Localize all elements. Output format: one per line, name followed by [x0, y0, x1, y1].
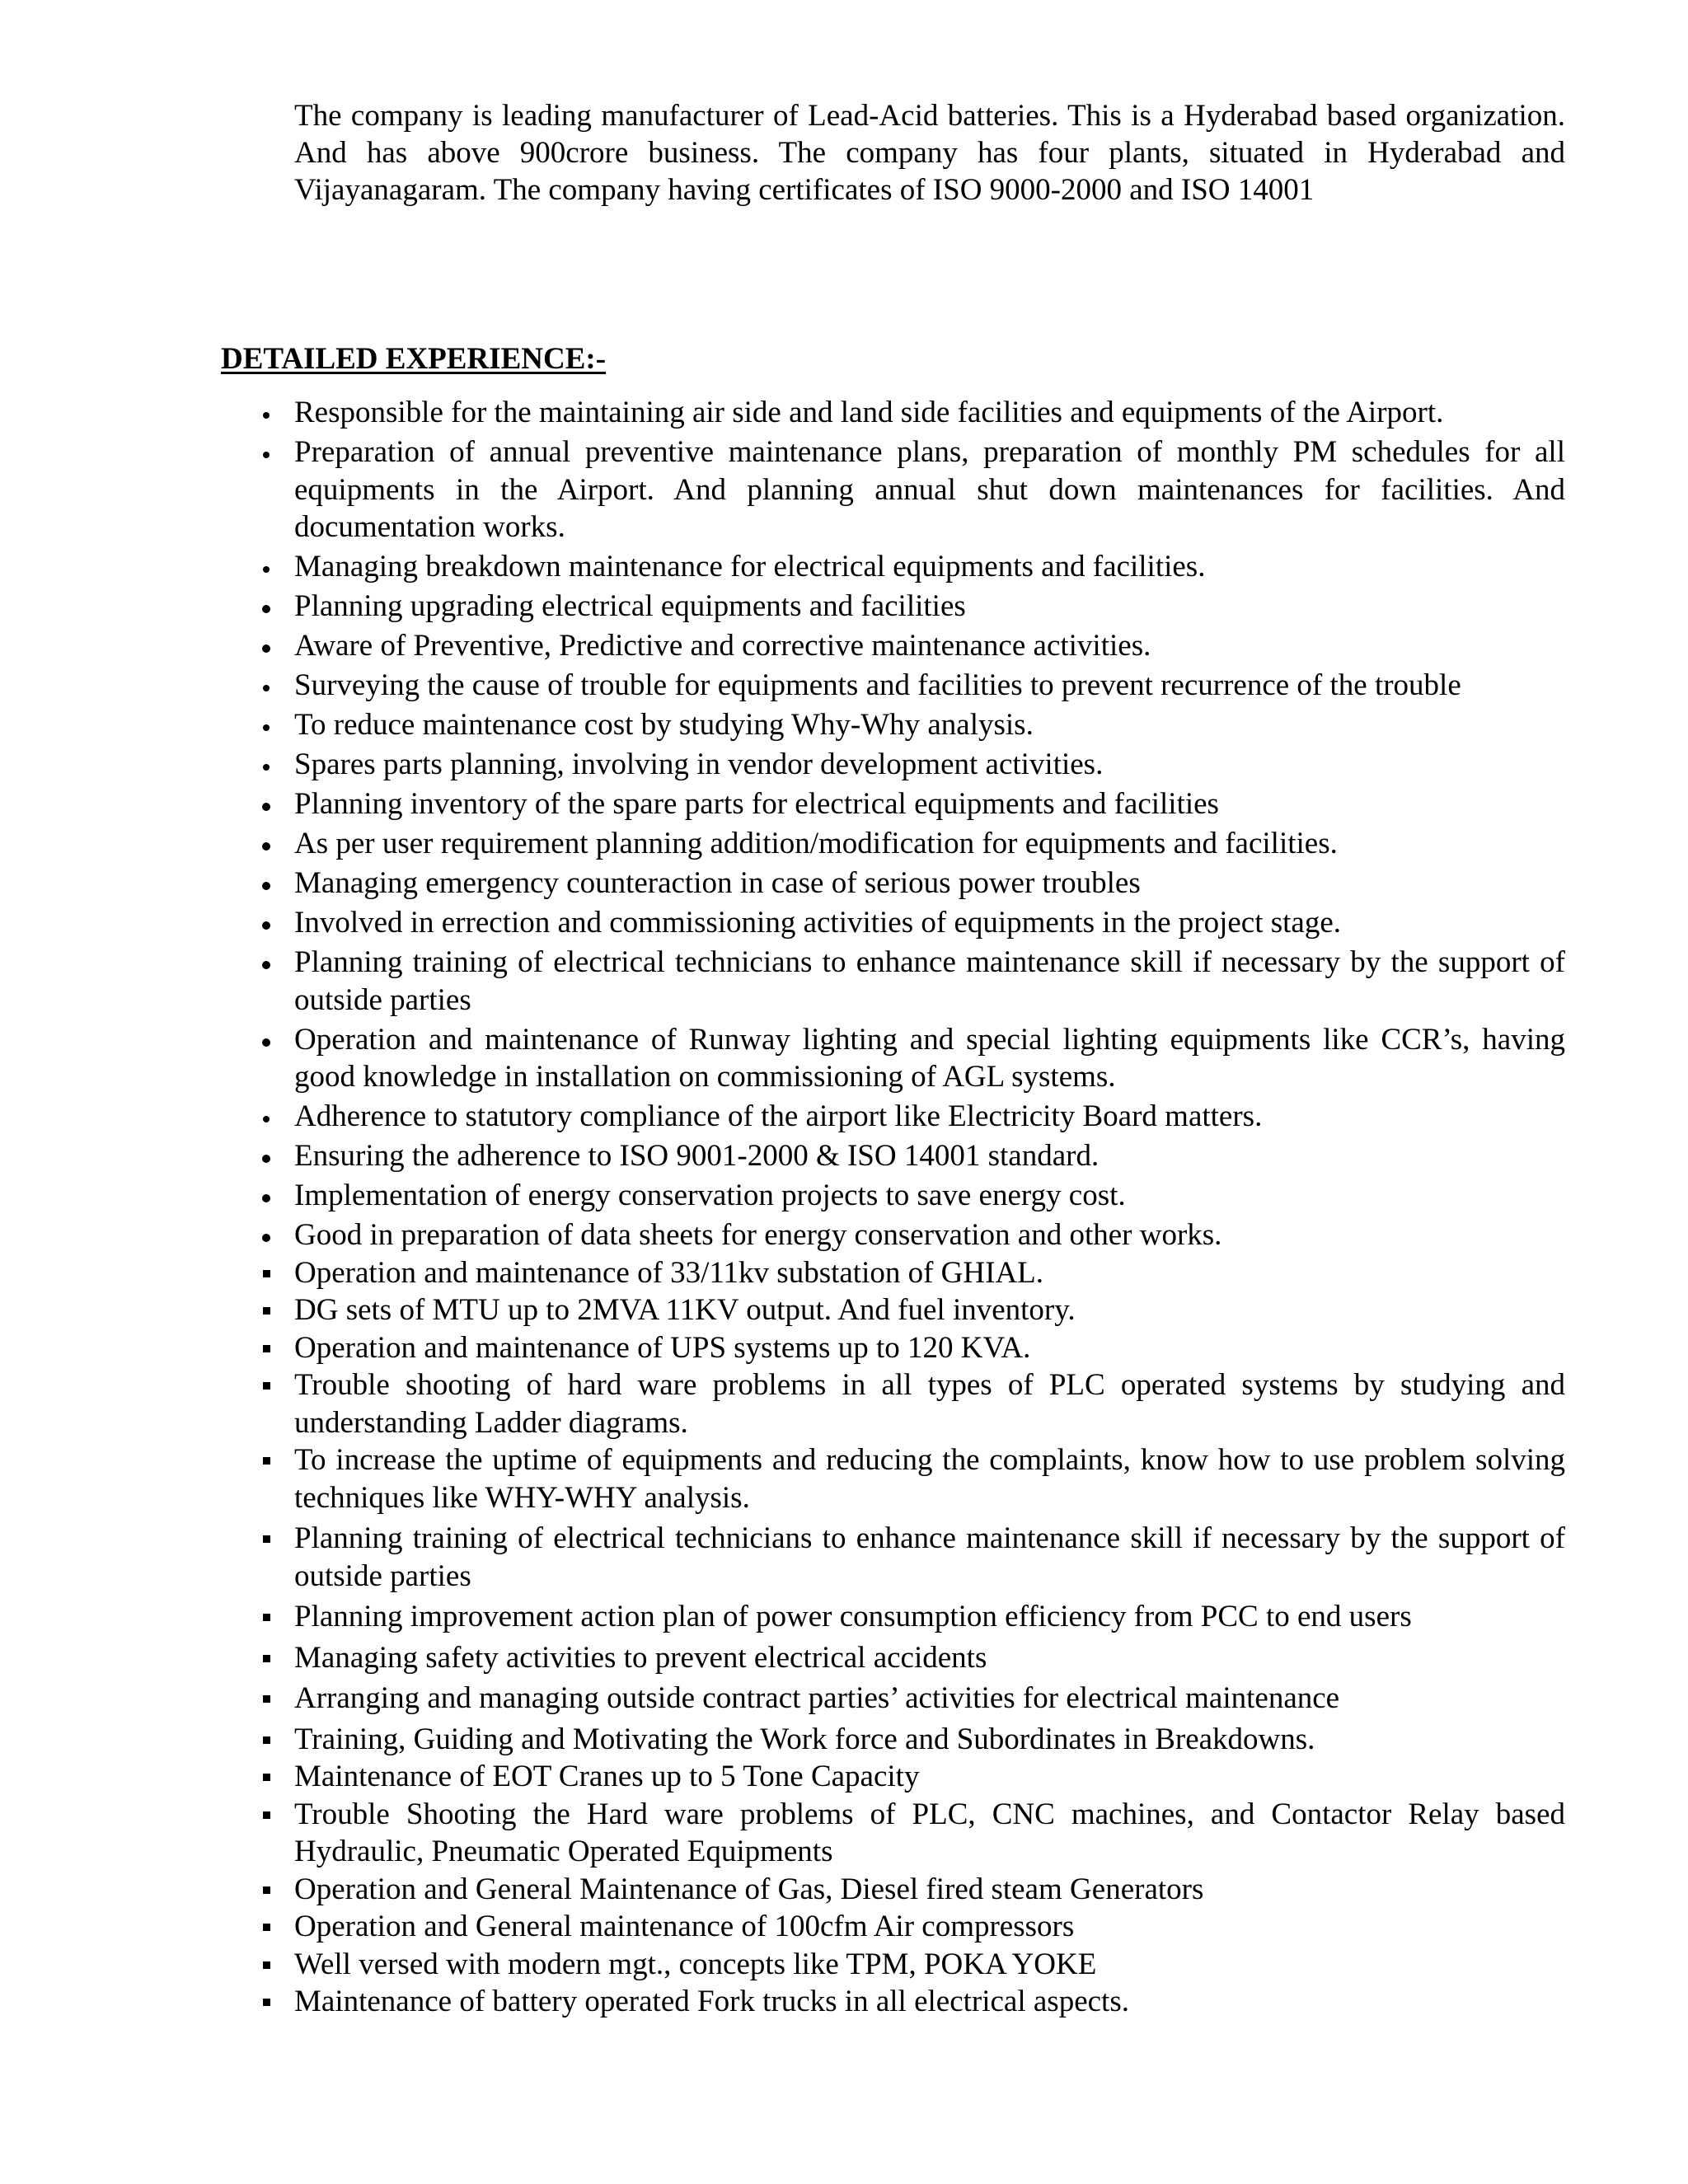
experience-list [294, 394, 1565, 2021]
square-bullet-icon [259, 1983, 275, 2020]
experience-item [294, 1520, 1565, 1595]
experience-item-text: Operation and maintenance of Runway lighting and special lighting equipments like CCR’s, having good knowledge in installation on commissioning of AGL systems. [294, 1022, 1565, 1094]
square-bullet-icon [259, 1796, 275, 1833]
experience-item [294, 706, 1565, 744]
square-bullet-icon [259, 1254, 275, 1291]
experience-item [294, 1441, 1565, 1516]
square-bullet-icon [259, 1758, 275, 1795]
round-bullet-icon [259, 588, 275, 625]
square-bullet-icon [259, 1908, 275, 1945]
round-bullet-icon [259, 1021, 275, 1058]
experience-item-text: Operation and maintenance of 33/11kv substation of GHIAL. [294, 1255, 1044, 1290]
experience-item [294, 1983, 1565, 2021]
experience-item-text: Spares parts planning, involving in vendor development activities. [294, 748, 1104, 781]
experience-item [294, 785, 1565, 823]
experience-item [294, 1871, 1565, 1909]
experience-item [294, 1329, 1565, 1367]
round-bullet-icon [259, 1137, 275, 1174]
experience-item-text: Planning improvement action plan of power consumption efficiency from PCC to end users [294, 1600, 1412, 1633]
experience-item-text: Training, Guiding and Motivating the Work force and Subordinates in Breakdowns. [294, 1722, 1315, 1756]
round-bullet-icon [259, 785, 275, 823]
experience-item [294, 667, 1565, 705]
experience-item-text: To reduce maintenance cost by studying Why-Why analysis. [294, 708, 1034, 742]
round-bullet-icon [259, 825, 275, 862]
experience-item-text: Managing emergency counteraction in case of serious power troubles [294, 866, 1141, 900]
round-bullet-icon [259, 865, 275, 902]
experience-item [294, 588, 1565, 626]
experience-item [294, 904, 1565, 942]
experience-item-text: Operation and General maintenance of 100cfm Air compressors [294, 1910, 1075, 1943]
experience-item-text: Maintenance of EOT Cranes up to 5 Tone Capacity [294, 1760, 920, 1793]
experience-item-text: Implementation of energy conservation projects to save energy cost. [294, 1179, 1126, 1212]
experience-item-text: Adherence to statutory compliance of the airport like Electricity Board matters. [294, 1099, 1263, 1133]
round-bullet-icon [259, 548, 275, 585]
company-description: The company is leading manufacturer of Lead-Acid batteries. This is a Hyderabad based organization. And has above 900crore business. The company has four plants, situated in Hyderabad and Vijayanagaram. The company having certificates of ISO 9000-2000 and ISO 14001 [294, 99, 1565, 207]
experience-item [294, 825, 1565, 863]
experience-item [294, 1254, 1565, 1292]
round-bullet-icon [259, 706, 275, 743]
square-bullet-icon [259, 1366, 275, 1404]
round-bullet-icon [259, 1098, 275, 1135]
experience-item-text: Operation and General Maintenance of Gas, Diesel fired steam Generators [294, 1872, 1204, 1906]
experience-item-text: Surveying the cause of trouble for equipments and facilities to prevent recurrence of the trouble [294, 668, 1461, 702]
square-bullet-icon [259, 1329, 275, 1366]
experience-item-text: Good in preparation of data sheets for energy conservation and other works. [294, 1218, 1222, 1252]
experience-item-text: Managing breakdown maintenance for electrical equipments and facilities. [294, 550, 1206, 583]
experience-item-text: Trouble Shooting the Hard ware problems of PLC, CNC machines, and Contactor Relay based Hydraulic, Pneumatic Operated Equipments [294, 1797, 1565, 1868]
experience-item-text: Preparation of annual preventive maintenance plans, preparation of monthly PM schedules for all equipments in the Airport. And planning annual shut down maintenances for facilities. And documentation works. [294, 435, 1565, 544]
round-bullet-icon [259, 667, 275, 704]
experience-item [294, 1946, 1565, 1984]
experience-item [294, 434, 1565, 546]
square-bullet-icon [259, 1721, 275, 1758]
round-bullet-icon [259, 944, 275, 981]
experience-item [294, 1721, 1565, 1759]
experience-item-text: DG sets of MTU up to 2MVA 11KV output. And fuel inventory. [294, 1293, 1076, 1327]
round-bullet-icon [259, 1177, 275, 1214]
experience-item [294, 1137, 1565, 1175]
experience-item-text: Ensuring the adherence to ISO 9001-2000 & ISO 14001 standard. [294, 1139, 1100, 1173]
experience-item [294, 1216, 1565, 1254]
experience-item [294, 1639, 1565, 1677]
square-bullet-icon [259, 1946, 275, 1983]
square-bullet-icon [259, 1291, 275, 1329]
experience-item [294, 1021, 1565, 1096]
experience-item-text: As per user requirement planning addition/modification for equipments and facilities. [294, 827, 1338, 860]
experience-item [294, 548, 1565, 586]
experience-item [294, 944, 1565, 1019]
experience-item [294, 1680, 1565, 1718]
experience-item-text: Planning training of electrical technicians to enhance maintenance skill if necessary by the support of outside parties [294, 945, 1565, 1017]
square-bullet-icon [259, 1639, 275, 1676]
round-bullet-icon [259, 746, 275, 783]
square-bullet-icon [259, 1598, 275, 1635]
experience-item-text: Responsible for the maintaining air side and land side facilities and equipments of the Airport. [294, 396, 1444, 429]
round-bullet-icon [259, 434, 275, 471]
round-bullet-icon [259, 1216, 275, 1254]
experience-item-text: Involved in errection and commissioning activities of equipments in the project stage. [294, 906, 1342, 940]
round-bullet-icon [259, 627, 275, 664]
experience-item-text: Maintenance of battery operated Fork trucks in all electrical aspects. [294, 1985, 1129, 2018]
experience-item-text: To increase the uptime of equipments and reducing the complaints, know how to use problem solving techniques like WHY-WHY analysis. [294, 1443, 1565, 1515]
experience-item [294, 1908, 1565, 1946]
experience-item-text: Planning upgrading electrical equipments and facilities [294, 589, 966, 623]
experience-item [294, 865, 1565, 902]
experience-item [294, 394, 1565, 432]
square-bullet-icon [259, 1680, 275, 1717]
experience-item [294, 1366, 1565, 1441]
section-heading: DETAILED EXPERIENCE:- [221, 342, 607, 376]
experience-item [294, 1598, 1565, 1636]
experience-item-text: Well versed with modern mgt., concepts like TPM, POKA YOKE [294, 1947, 1097, 1981]
experience-item-text: Arranging and managing outside contract parties’ activities for electrical maintenance [294, 1681, 1340, 1715]
round-bullet-icon [259, 394, 275, 431]
experience-item-text: Managing safety activities to prevent electrical accidents [294, 1640, 987, 1675]
experience-item-text: Planning training of electrical technicians to enhance maintenance skill if necessary by the support of outside parties [294, 1521, 1565, 1593]
experience-item [294, 1758, 1565, 1796]
experience-item [294, 1177, 1565, 1215]
experience-item-text: Operation and maintenance of UPS systems up to 120 KVA. [294, 1330, 1031, 1365]
experience-item-text: Trouble shooting of hard ware problems in all types of PLC operated systems by studying and understanding Ladder diagrams. [294, 1368, 1565, 1440]
square-bullet-icon [259, 1520, 275, 1557]
square-bullet-icon [259, 1871, 275, 1908]
round-bullet-icon [259, 904, 275, 941]
experience-item [294, 1291, 1565, 1329]
experience-item [294, 746, 1565, 784]
experience-item [294, 1796, 1565, 1871]
experience-item [294, 627, 1565, 665]
square-bullet-icon [259, 1441, 275, 1479]
experience-item-text: Planning inventory of the spare parts for electrical equipments and facilities [294, 787, 1219, 821]
experience-item-text: Aware of Preventive, Predictive and corrective maintenance activities. [294, 629, 1151, 663]
experience-item [294, 1098, 1565, 1136]
